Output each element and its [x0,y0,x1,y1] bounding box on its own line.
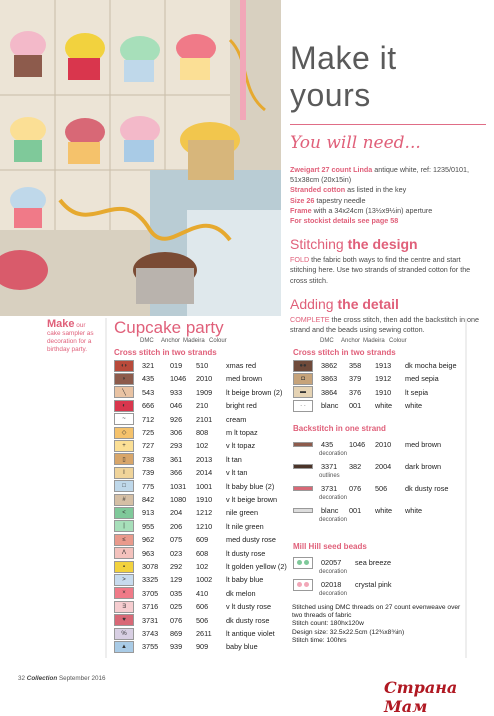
right-thread-row [293,386,428,399]
colour-name: baby blue [226,642,258,652]
you-will-need-heading: You will need... [290,133,421,153]
magazine-name: Collection [26,675,58,682]
dmc-number: 435 [142,374,155,384]
anchor-number: 076 [170,615,183,625]
stitch-notes [292,604,467,645]
left-thread-row [114,627,275,640]
madeira-number: 410 [196,588,209,598]
madeira-number: 1913 [375,361,392,370]
backstitch-row [293,504,422,517]
madeira-number: 210 [196,401,209,411]
dmc-number: 738 [142,454,155,464]
stitch-symbol: ♥ [114,614,134,626]
anchor-number: 001 [349,506,362,515]
madeira-number: 1210 [196,521,213,531]
madeira-number: 102 [196,562,209,571]
colour-name: xmas red [226,361,257,370]
anchor-number: 046 [170,401,183,411]
left-thread-row [114,587,256,600]
backstitch-use: decoration [319,451,348,457]
dmc-number: 3755 [142,642,159,652]
madeira-number: 1909 [196,387,213,397]
issue-date: September 2016 [58,675,106,682]
dmc-number: 3731 [142,615,159,625]
stitch-symbol: ◇ [114,427,134,439]
madeira-number: 609 [196,535,209,545]
stitch-symbol: · · [293,400,313,412]
madeira-number: 2010 [375,440,392,449]
bead-code: 02057 [321,558,342,567]
stitch-symbol: + [114,440,134,452]
anchor-number: 001 [349,401,362,411]
dmc-number: 435 [321,440,334,449]
colour-name: med brown [226,374,263,384]
dmc-number: 962 [142,535,155,545]
stitch-symbol: I [114,467,134,479]
colour-name: lt dusty rose [226,548,266,558]
anchor-number: 869 [170,629,183,638]
colour-name: dk dusty rose [226,615,270,625]
col-madeira: Madeira [183,338,205,344]
page-footer [18,675,106,682]
bead-use: decoration [319,591,348,597]
frame-label: Frame [290,205,312,215]
left-thread-row [114,439,255,452]
colour-name: lt antique violet [226,629,275,638]
stitch-symbol: ▯ [114,453,134,465]
anchor-number: 1046 [349,440,366,449]
left-thread-row [114,573,263,586]
bead-dot [304,582,309,587]
stitch-symbol: ▬ [293,386,313,398]
left-thread-row [114,399,257,412]
backstitch-use: decoration [319,517,348,523]
colour-name: nile green [226,508,259,518]
backstitch-row [293,460,441,473]
backstitch-swatch [293,486,313,491]
colour-name: lt beige brown (2) [226,387,283,397]
left-thread-row [114,453,242,466]
page-number: 32 [18,675,26,682]
cross-stitch-heading-right: Cross stitch in two strands [293,348,396,357]
colour-name: cream [226,414,247,424]
col-dmc-right: DMC [320,338,334,344]
right-thread-row [293,372,439,385]
anchor-number: 292 [170,562,183,571]
stitching-heading-a: Stitching [290,236,348,253]
stitch-symbol: ╲ [114,386,134,398]
detail-body: the cross stitch, then add the backstitch in one strand and the beads using sewing cotton. [290,314,479,335]
side-note-big: Make [47,318,75,330]
left-thread-row [114,600,271,613]
dmc-number: 3716 [142,602,159,612]
madeira-number: 1212 [196,508,213,518]
colour-name: bright red [226,401,257,411]
madeira-number: 909 [196,642,209,652]
madeira-number: 2013 [196,454,213,464]
left-thread-row [114,614,269,627]
anchor-number: 023 [170,548,183,558]
backstitch-use: decoration [319,495,348,501]
dmc-number: 3864 [321,387,338,397]
right-thread-row [293,399,422,412]
dmc-number: 3863 [321,374,338,384]
colour-name: dk mocha beige [405,361,457,370]
bead-swatch [293,557,313,569]
anchor-number: 361 [170,454,183,464]
left-thread-row [114,426,258,439]
fabric-label: Zweigart 27 count Linda [290,165,373,174]
left-thread-row [114,520,264,533]
left-thread-row [114,413,246,426]
left-thread-row [114,640,258,653]
col-anchor: Anchor [161,338,181,344]
left-thread-row [114,480,274,493]
col-dmc: DMC [140,338,154,344]
anchor-number: 358 [349,361,362,370]
madeira-number: 2014 [196,468,213,478]
colour-name: lt sepia [405,387,429,397]
anchor-number: 1046 [170,374,187,384]
dmc-number: 3705 [142,588,159,598]
bead-name: crystal pink [355,580,392,589]
dmc-number: blanc [321,401,339,411]
fabric-text: antique white, ref: 1235/0101, 51x38cm (20x15in) [290,165,469,185]
colour-name: lt tan [226,454,242,464]
stockist-note: For stockist details see page 58 [290,216,399,226]
colour-name: v lt tan [226,468,248,478]
colour-name: v lt dusty rose [226,602,272,612]
anchor-number: 1031 [170,481,187,491]
backstitch-swatch [293,508,313,513]
col-anchor-right: Anchor [341,338,361,344]
right-thread-row [293,359,457,372]
anchor-number: 129 [170,575,183,585]
bead-dot [297,582,302,587]
stitching-body: the fabric both ways to find the centre and start stitching here. Use two strands of stranded cotton for the cross stitch. [290,255,471,285]
key-title: Cupcake party [114,318,224,337]
madeira-number: 510 [196,361,209,370]
left-thread-row [114,386,282,399]
instructions-column [290,40,486,335]
needle-text: tapestry needle [314,195,366,205]
dmc-number: 3731 [321,484,338,493]
dmc-number: 543 [142,387,155,397]
anchor-number: 076 [349,484,362,493]
cupcake-photo [0,0,281,316]
anchor-number: 382 [349,462,362,471]
colour-name: lt baby blue (2) [226,481,275,491]
madeira-number: 1910 [196,495,213,504]
left-thread-row [114,466,248,479]
madeira-number: 506 [375,484,388,493]
page-title: Make it yours [290,40,397,113]
needle-label: Size 26 [290,195,315,205]
backstitch-heading: Backstitch in one strand [293,424,386,433]
colour-name: med sepia [405,374,439,384]
madeira-number: 808 [196,428,209,437]
col-madeira-right: Madeira [363,338,385,344]
backstitch-use: outlines [319,473,340,479]
dmc-number: 727 [142,441,155,451]
madeira-number: 1912 [375,374,392,384]
stitch-note-line: Stitched using DMC threads on 27 count evenweave over two threads of fabric [292,604,461,620]
left-thread-row [114,547,265,560]
dmc-number: 775 [142,481,155,491]
stitch-symbol: Λ [114,547,134,559]
bead-swatch [293,579,313,591]
stitch-symbol: ◐ [114,400,134,412]
cross-stitch-heading: Cross stitch in two strands [114,348,217,357]
madeira-number: 608 [196,548,209,558]
stitch-symbol: > [114,574,134,586]
anchor-number: 1080 [170,495,187,504]
left-thread-row [114,359,256,372]
backstitch-row [293,482,448,495]
stitch-symbol: % [114,628,134,640]
stitch-symbol: | [114,520,134,532]
anchor-number: 075 [170,535,183,545]
stitch-symbol: ▪ [114,561,134,573]
stitch-symbol: ◘ [293,373,313,385]
madeira-number: 506 [196,615,209,625]
colour-name: dark brown [405,462,442,471]
stitch-symbol: ~ [114,413,134,425]
anchor-number: 035 [170,588,183,598]
left-thread-row [114,493,277,506]
bead-row [293,556,391,569]
dmc-number: blanc [321,506,339,515]
stitch-symbol: ≤ [114,534,134,546]
dmc-number: 725 [142,428,155,437]
madeira-number: 2101 [196,414,213,424]
dmc-number: 3371 [321,462,338,471]
anchor-number: 933 [170,387,183,397]
stitch-note-line: Design size: 32.5x22.5cm (12¾x8¾in) [292,628,405,636]
anchor-number: 939 [170,642,183,652]
stitch-symbol: < [114,507,134,519]
stitch-symbol: ∃ [114,601,134,613]
dmc-number: 3862 [321,361,338,370]
dmc-number: 321 [142,361,155,370]
bead-row [293,578,392,591]
stitch-symbol: × [114,587,134,599]
dmc-number: 712 [142,414,155,424]
col-colour: Colour [209,338,227,344]
anchor-number: 025 [170,602,183,612]
colour-name: lt nile green [226,521,264,531]
stitch-symbol: ◗ [114,373,134,385]
backstitch-swatch [293,442,313,447]
colour-name: m lt topaz [226,428,258,437]
madeira-number: 2004 [375,462,392,471]
madeira-number: 102 [196,441,209,451]
colour-name: lt golden yellow (2) [226,562,287,571]
bead-dot [297,560,302,565]
left-thread-row [114,560,287,573]
anchor-number: 204 [170,508,183,518]
side-note [47,320,99,354]
left-thread-row [114,372,262,385]
dmc-number: 739 [142,468,155,478]
madeira-number: 1001 [196,481,213,491]
detail-heading-b: the detail [337,295,399,312]
anchor-number: 206 [170,521,183,531]
stitch-note-line: Stitch time: 100hrs [292,636,347,644]
madeira-number: white [375,401,393,411]
materials-list [290,165,486,226]
colour-name: v lt topaz [226,441,256,451]
frame-text: with a 34x24cm (13½x9½in) aperture [311,205,433,215]
dmc-number: 955 [142,521,155,531]
side-note-text: our cake sampler as decoration for a birthday party. [47,322,94,353]
anchor-number: 379 [349,374,362,384]
bead-name: sea breeze [355,558,392,567]
bead-code: 02018 [321,580,342,589]
stitch-symbol: ◖◗ [114,360,134,372]
title-rule [290,124,486,125]
anchor-number: 926 [170,414,183,424]
stitching-lead: FOLD [290,255,310,265]
madeira-number: 2611 [196,629,212,638]
detail-heading-a: Adding [290,295,338,312]
stitching-heading-b: the design [347,236,418,253]
left-thread-row [114,533,276,546]
stitch-symbol: # [114,494,134,506]
colour-name: white [405,506,423,515]
anchor-number: 366 [170,468,183,478]
colour-name: dk dusty rose [405,484,449,493]
cotton-label: Stranded cotton [290,185,346,195]
beads-heading: Mill Hill seed beads [293,542,367,551]
anchor-number: 306 [170,428,183,437]
dmc-number: 963 [142,548,155,558]
colour-name: med dusty rose [226,535,276,545]
detail-lead: COMPLETE [290,314,330,324]
backstitch-swatch [293,464,313,469]
dmc-number: 842 [142,495,155,504]
colour-name: dk melon [226,588,256,598]
colour-name: v lt beige brown [226,495,278,504]
dmc-number: 666 [142,401,155,411]
watermark: Страна Мам [384,678,458,716]
stitch-symbol: □ [114,480,134,492]
dmc-number: 913 [142,508,155,518]
colour-name: lt baby blue [226,575,264,585]
colour-name: med brown [405,440,442,449]
madeira-number: 1002 [196,575,213,585]
col-colour-right: Colour [389,338,407,344]
stitch-symbol: ▲ [114,641,134,653]
bead-dot [304,560,309,565]
stitch-symbol: ●● [293,360,313,372]
stitching-text [290,255,486,286]
madeira-number: 2010 [196,374,213,384]
dmc-number: 3078 [142,562,159,571]
madeira-number: white [375,506,393,515]
anchor-number: 293 [170,441,183,451]
madeira-number: 606 [196,602,209,612]
colour-name: white [405,401,423,411]
detail-heading [290,296,486,312]
backstitch-row [293,438,441,451]
anchor-number: 019 [170,361,183,370]
stitching-heading [290,236,486,252]
cotton-text: as listed in the key [345,185,407,195]
stitch-note-line: Stitch count: 180hx120w [292,620,364,628]
madeira-number: 1910 [375,387,392,397]
dmc-number: 3743 [142,629,159,638]
left-thread-row [114,506,258,519]
anchor-number: 376 [349,387,362,397]
bead-use: decoration [319,569,348,575]
dmc-number: 3325 [142,575,159,585]
